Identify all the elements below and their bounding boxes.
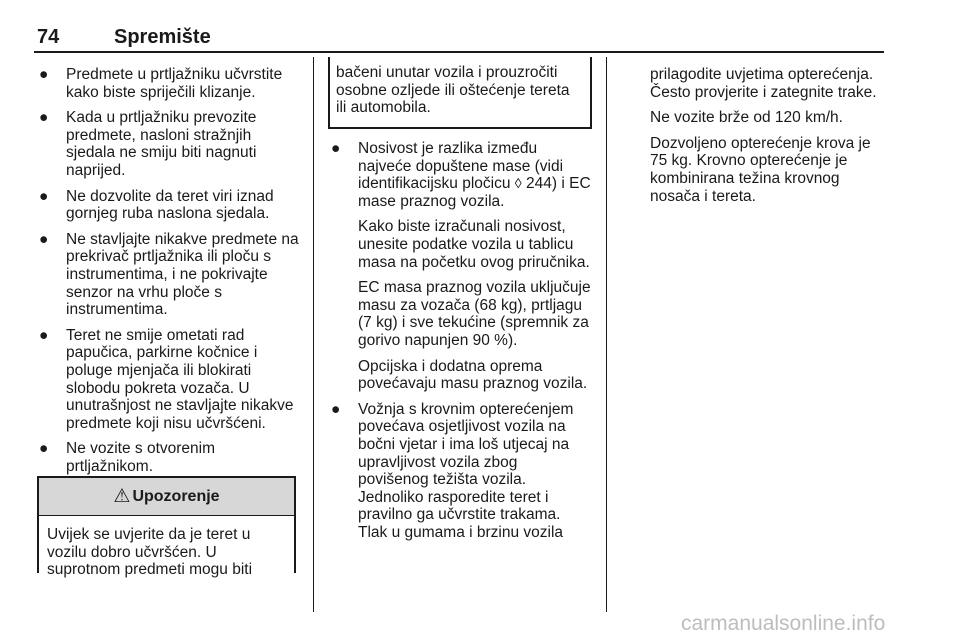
warning-box xyxy=(37,476,296,579)
warning-body: Uvijek se uvjerite da je teret u vozilu dobro učvršćen. U suprotnom predmeti mogu biti xyxy=(47,526,253,579)
list-item-text: Kada u prtljažniku prevozite predmete, nasloni stražnjih sjedala ne smiju biti nagnuti naprijed. xyxy=(66,109,257,179)
column-divider-right xyxy=(606,57,607,612)
page-ref-icon[interactable]: ◊ xyxy=(514,175,522,192)
column-2 xyxy=(329,140,592,549)
bullet-list xyxy=(329,140,592,541)
paragraph: Ne vozite brže od 120 km/h. xyxy=(650,109,843,127)
list-item xyxy=(37,327,300,433)
bullet-dot: ● xyxy=(331,400,341,418)
list-item-text: Ne stavljajte nikakve predmete na prekrivač prtljažnika ili ploču s instrumentima, i ne pokrivajte senzor na vrhu ploče s instrumentima. xyxy=(66,230,299,319)
bullet-dot: ● xyxy=(39,66,49,83)
sub-paragraph: EC masa praznog vozila uključuje masu za vozača (68 kg), prtljagu (7 kg) i sve tekućine (spremnik za gorivo napunjen 90 %). xyxy=(358,279,591,349)
list-item xyxy=(37,109,300,179)
bullet-dot: ● xyxy=(331,140,341,157)
list-item-text: Ne dozvolite da teret viri iznad gornjeg ruba naslona sjedala. xyxy=(66,187,274,223)
list-item xyxy=(37,440,300,475)
page-number: 74 xyxy=(37,26,60,48)
watermark: carmanualsonline.info xyxy=(681,612,886,635)
list-item xyxy=(37,231,300,319)
list-item-text: Ne vozite s otvorenim prtljažnikom. xyxy=(66,440,216,475)
list-item xyxy=(329,140,592,393)
bullet-dot: ● xyxy=(39,440,49,458)
list-item-text: Vožnja s krovnim opterećenjem povećava osjetljivost vozila na bočni vjetar i ima loš utjecaj na upravljivost vozila zbog povišenog težišta vozila. Jednoliko rasporedite teret i pravilno ga učvrstite trakama. Tlak u gumama i brzinu vozila xyxy=(358,400,574,541)
page-title: Spremište xyxy=(114,26,211,48)
header-rule xyxy=(34,51,884,53)
bullet-dot: ● xyxy=(39,187,49,205)
column-3 xyxy=(650,66,890,213)
bullet-list xyxy=(37,66,300,475)
paragraph: Dozvoljeno opterećenje krova je 75 kg. Krovno opterećenje je kombinirana težina krovnog nosača i tereta. xyxy=(650,134,871,205)
list-item-text: Predmete u prtljažniku učvrstite kako biste spriječili klizanje. xyxy=(66,66,283,101)
text-before-ref: Nosivost je razlika između najveće dopuštene mase (vidi identifikacijsku pločicu xyxy=(358,140,564,193)
paragraph: prilagodite uvjetima opterećenja. Često provjerite i zategnite trake. xyxy=(650,66,877,101)
list-item xyxy=(329,401,592,542)
sub-paragraph: Opcijska i dodatna oprema povećavaju masu praznog vozila. xyxy=(358,357,588,393)
warning-header xyxy=(39,478,294,516)
warning-continuation-box: bačeni unutar vozila i prouzročiti osobne ozljede ili oštećenje tereta ili automobila. xyxy=(328,57,592,129)
bullet-dot: ● xyxy=(39,109,49,127)
warning-triangle-icon: ⚠ xyxy=(113,486,131,507)
list-item-text xyxy=(358,140,592,210)
bullet-dot: ● xyxy=(39,230,49,248)
warning-title: Upozorenje xyxy=(132,487,220,505)
text-after-ref: 244) i EC mase praznog vozila. xyxy=(358,175,591,210)
column-1 xyxy=(37,66,300,483)
list-item xyxy=(37,66,300,101)
list-item xyxy=(37,188,300,223)
column-divider-left xyxy=(313,57,314,612)
sub-paragraph: Kako biste izračunali nosivost, unesite podatke vozila u tablicu masa na početku ovog priručnika. xyxy=(358,218,590,271)
list-item-text: Teret ne smije ometati rad papučica, parkirne kočnice i poluge mjenjača ili blokirati slobodu pokreta vozača. U unutrašnjost ne stavljajte nikakve predmete koji nisu učvršćeni. xyxy=(66,326,294,432)
bullet-dot: ● xyxy=(39,326,49,344)
